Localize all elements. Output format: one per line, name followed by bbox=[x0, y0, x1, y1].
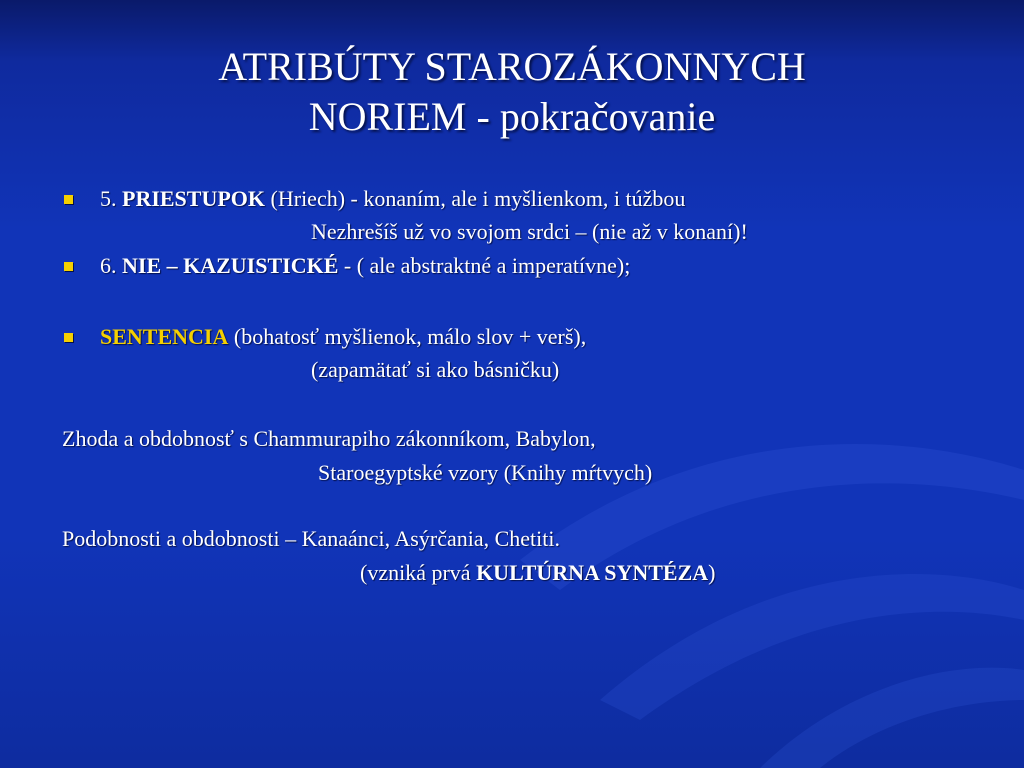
list-item-priestupok bbox=[100, 182, 685, 215]
item-heading: PRIESTUPOK bbox=[122, 186, 266, 211]
item-text: (bohatosť myšlienok, málo slov + verš), bbox=[228, 324, 587, 349]
bullet-square-icon bbox=[64, 262, 73, 271]
list-item-continuation: Nezhrešíš už vo svojom srdci – (nie až v konaní)! bbox=[311, 219, 748, 244]
bullet-square-icon bbox=[64, 195, 73, 204]
item-heading: NIE – KAZUISTICKÉ bbox=[122, 253, 339, 278]
bullet-square-icon bbox=[64, 333, 73, 342]
item-heading-highlighted: SENTENCIA bbox=[100, 324, 229, 349]
paragraph-emphasis: KULTÚRNA SYNTÉZA bbox=[476, 560, 709, 585]
item-text: - ( ale abstraktné a imperatívne); bbox=[338, 253, 631, 278]
paragraph-text: ) bbox=[708, 560, 716, 585]
paragraph-continuation: Staroegyptské vzory (Knihy mŕtvych) bbox=[318, 460, 653, 485]
list-item-sentencia bbox=[100, 320, 586, 353]
item-number: 5. bbox=[100, 186, 122, 211]
item-text: (Hriech) - konaním, ale i myšlienkom, i túžbou bbox=[265, 186, 686, 211]
paragraph-zhoda: Zhoda a obdobnosť s Chammurapiho zákonníkom, Babylon, bbox=[62, 426, 596, 451]
paragraph-text: (vzniká prvá bbox=[360, 560, 477, 585]
list-item-continuation: (zapamätať si ako básničku) bbox=[311, 357, 560, 382]
title-line-1: ATRIBÚTY STAROZÁKONNYCH bbox=[218, 44, 806, 89]
slide-title bbox=[0, 42, 1024, 142]
title-line-2 bbox=[0, 92, 1024, 142]
title-line-2-sub: pokračovanie bbox=[499, 94, 716, 139]
paragraph-podobnosti: Podobnosti a obdobnosti – Kanaánci, Asýrčania, Chetiti. bbox=[62, 526, 560, 551]
list-item-kazuisticke bbox=[100, 249, 630, 282]
title-line-2-main: NORIEM - bbox=[308, 94, 500, 139]
item-number: 6. bbox=[100, 253, 122, 278]
paragraph-continuation bbox=[360, 556, 715, 589]
